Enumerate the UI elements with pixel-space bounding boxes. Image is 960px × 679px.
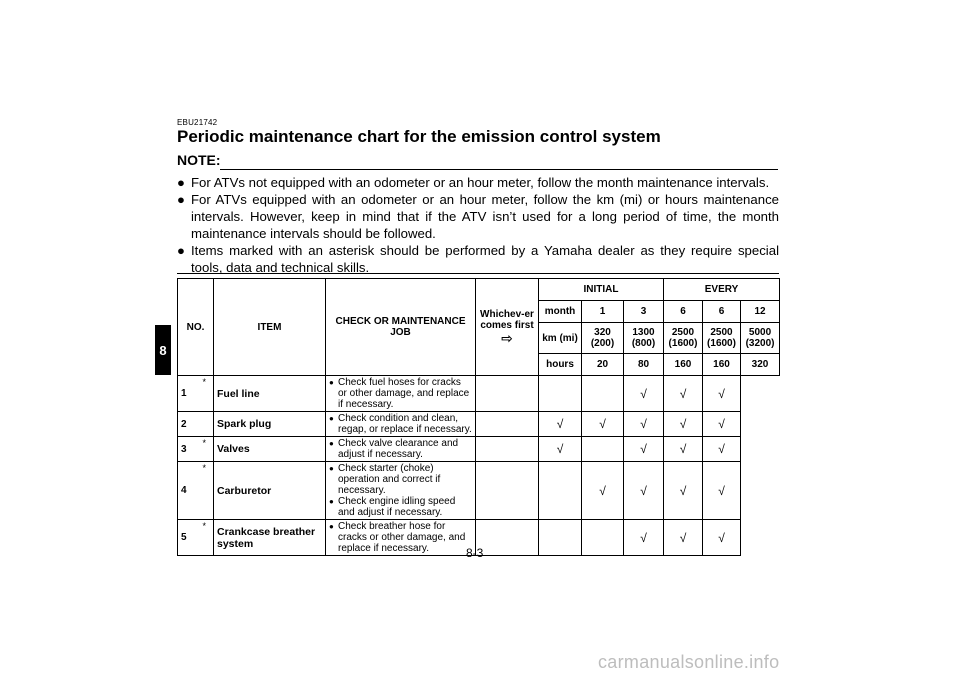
asterisk-mark: * <box>200 437 214 462</box>
interval-value: 160 <box>664 354 703 376</box>
bullet-icon: ● <box>329 522 334 531</box>
row-item: Carburetor <box>214 462 326 520</box>
interval-value: 160 <box>703 354 741 376</box>
row-number: 1 <box>178 376 200 412</box>
interval-value: 1 <box>582 301 624 323</box>
interval-value: 6 <box>703 301 741 323</box>
job-text: Check breather hose for cracks or other damage, and replace if necessary. <box>338 521 466 554</box>
check-cell: √ <box>664 376 703 412</box>
check-cell <box>476 412 539 437</box>
row-item: Valves <box>214 437 326 462</box>
check-cell: √ <box>703 412 741 437</box>
note-text: Items marked with an asterisk should be performed by a Yamaha dealer as they require special tools, data and technical skills. <box>191 243 779 275</box>
row-job <box>326 520 476 556</box>
chapter-tab: 8 <box>155 325 171 375</box>
job-entry <box>329 377 472 410</box>
check-cell <box>582 520 624 556</box>
bullet-icon: ● <box>329 439 334 448</box>
row-number: 4 <box>178 462 200 520</box>
whichever-label: Whichev-er comes first <box>480 308 534 331</box>
check-cell: √ <box>624 412 664 437</box>
check-cell: √ <box>703 437 741 462</box>
check-cell <box>582 437 624 462</box>
row-item: Fuel line <box>214 376 326 412</box>
table-row <box>178 376 780 412</box>
interval-value: 20 <box>582 354 624 376</box>
job-text: Check condition and clean, regap, or replace if necessary. <box>338 413 472 435</box>
note-text: For ATVs not equipped with an odometer or an hour meter, follow the month maintenance intervals. <box>191 175 770 190</box>
bullet-icon: ● <box>329 414 334 423</box>
interval-value: 80 <box>624 354 664 376</box>
row-number: 2 <box>178 412 200 437</box>
interval-value: 6 <box>664 301 703 323</box>
interval-value: 1300 (800) <box>624 323 664 354</box>
bullet-icon: ● <box>177 243 185 258</box>
row-item: Spark plug <box>214 412 326 437</box>
asterisk-mark <box>200 412 214 437</box>
job-entry <box>329 521 472 554</box>
asterisk-mark: * <box>200 376 214 412</box>
check-cell: √ <box>582 462 624 520</box>
page-number: 8-3 <box>466 546 484 560</box>
interval-value: 320 <box>741 354 780 376</box>
interval-label-month: month <box>539 301 582 323</box>
check-cell: √ <box>539 437 582 462</box>
check-cell: √ <box>624 462 664 520</box>
check-cell <box>476 520 539 556</box>
check-cell <box>476 462 539 520</box>
header-no: NO. <box>178 279 214 376</box>
watermark: carmanualsonline.info <box>598 652 780 672</box>
job-text: Check engine idling speed and adjust if necessary. <box>338 496 456 518</box>
table-row <box>178 462 780 520</box>
job-text: Check starter (choke) operation and correct if necessary. <box>338 463 441 496</box>
job-text: Check valve clearance and adjust if necessary. <box>338 438 459 460</box>
interval-value: 320 (200) <box>582 323 624 354</box>
table-row <box>178 412 780 437</box>
interval-value: 2500 (1600) <box>664 323 703 354</box>
check-cell: √ <box>624 376 664 412</box>
note-list <box>177 174 779 276</box>
table-row <box>178 437 780 462</box>
interval-value: 2500 (1600) <box>703 323 741 354</box>
job-text: Check fuel hoses for cracks or other damage, and replace if necessary. <box>338 377 470 410</box>
check-cell: √ <box>624 437 664 462</box>
interval-value: 12 <box>741 301 780 323</box>
check-cell: √ <box>664 437 703 462</box>
interval-value: 5000 (3200) <box>741 323 780 354</box>
check-cell <box>539 462 582 520</box>
row-number: 3 <box>178 437 200 462</box>
row-number: 5 <box>178 520 200 556</box>
row-job <box>326 412 476 437</box>
arrow-right-icon: ⇨ <box>501 329 513 346</box>
header-every: EVERY <box>664 279 780 301</box>
check-cell: √ <box>703 376 741 412</box>
row-job <box>326 462 476 520</box>
note-item <box>177 174 779 191</box>
check-cell <box>476 437 539 462</box>
section-divider <box>177 273 779 274</box>
check-cell <box>476 376 539 412</box>
section-code: EBU21742 <box>177 118 218 127</box>
bullet-icon: ● <box>329 497 334 506</box>
header-initial: INITIAL <box>539 279 664 301</box>
interval-label-hours: hours <box>539 354 582 376</box>
check-cell: √ <box>539 412 582 437</box>
header-whichever <box>476 279 539 376</box>
note-item <box>177 242 779 276</box>
interval-label-km: km (mi) <box>539 323 582 354</box>
check-cell: √ <box>664 520 703 556</box>
header-job: CHECK OR MAINTENANCE JOB <box>326 279 476 376</box>
row-job <box>326 437 476 462</box>
note-text: For ATVs equipped with an odometer or an hour meter, follow the km (mi) or hours maintenance intervals. However, keep in mind that if the ATV isn’t used for a long period of time, the month maintenance intervals should be followed. <box>191 192 779 241</box>
bullet-icon: ● <box>329 464 334 473</box>
maintenance-table <box>177 278 780 556</box>
check-cell: √ <box>664 462 703 520</box>
job-entry <box>329 438 472 460</box>
check-cell: √ <box>582 412 624 437</box>
check-cell: √ <box>624 520 664 556</box>
note-item <box>177 191 779 242</box>
page-title: Periodic maintenance chart for the emission control system <box>177 127 661 146</box>
job-entry <box>329 463 472 496</box>
bullet-icon: ● <box>177 175 185 190</box>
asterisk-mark: * <box>200 520 214 556</box>
check-cell <box>539 376 582 412</box>
asterisk-mark: * <box>200 462 214 520</box>
row-item: Crankcase breather system <box>214 520 326 556</box>
job-entry <box>329 496 472 518</box>
interval-value: 3 <box>624 301 664 323</box>
note-label: NOTE: <box>177 152 221 168</box>
job-entry <box>329 413 472 435</box>
header-item: ITEM <box>214 279 326 376</box>
note-divider <box>220 169 778 170</box>
bullet-icon: ● <box>177 192 185 207</box>
check-cell: √ <box>703 520 741 556</box>
check-cell: √ <box>664 412 703 437</box>
bullet-icon: ● <box>329 378 334 387</box>
row-job <box>326 376 476 412</box>
check-cell <box>582 376 624 412</box>
check-cell: √ <box>703 462 741 520</box>
check-cell <box>539 520 582 556</box>
